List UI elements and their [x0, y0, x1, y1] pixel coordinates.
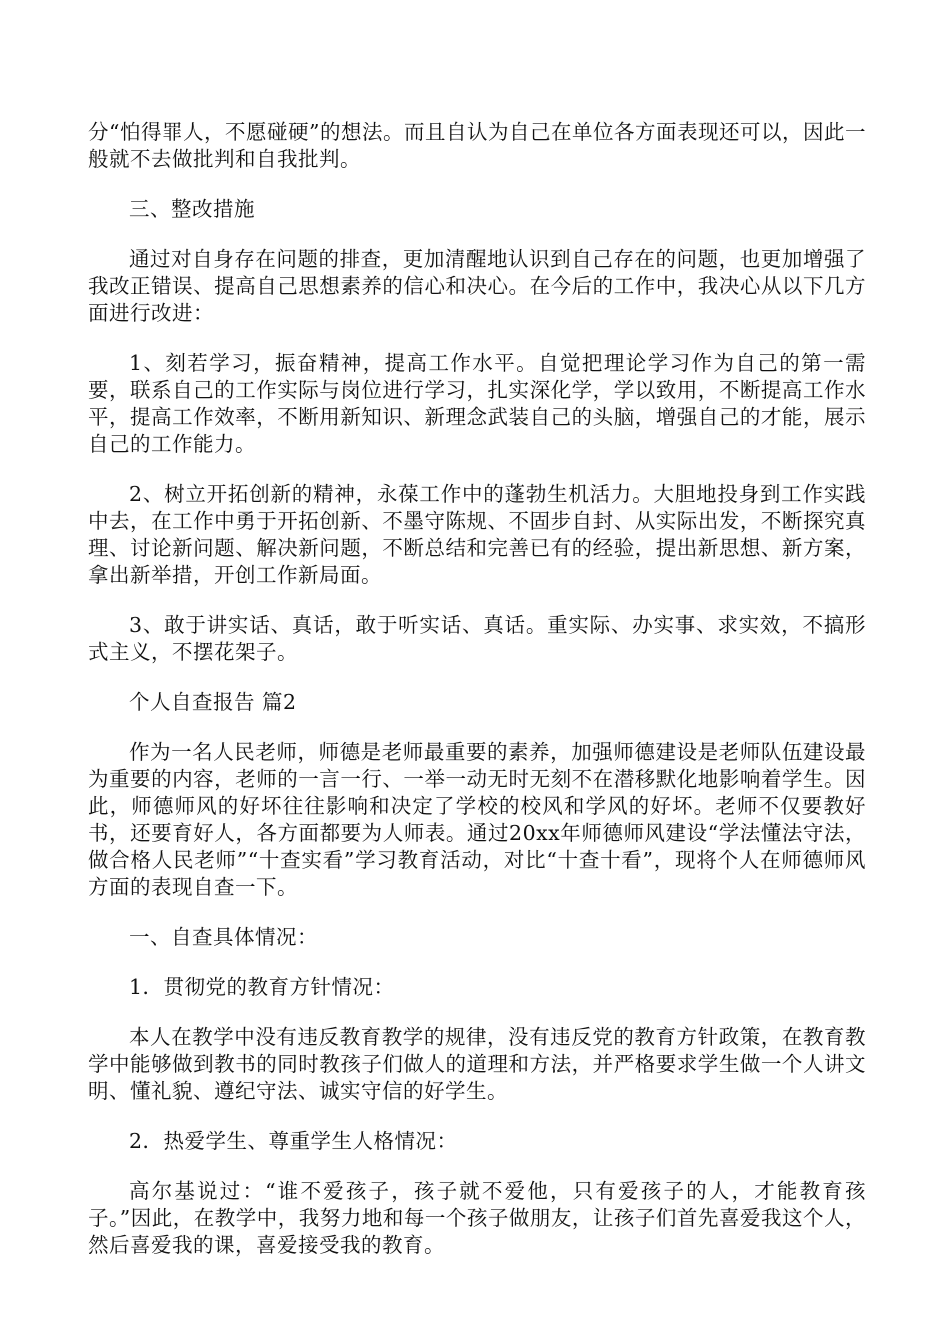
section-heading-rectification: 三、整改措施	[129, 197, 255, 221]
paragraph-measure-1: 1、刻若学习，振奋精神，提高工作水平。自觉把理论学习作为自己的第一需要，联系自己的工作实际与岗位进行学习，扎实深化学，学以致用，不断提高工作水平，提高工作效率，不断用新知识、新理念武装自己的头脑，增强自己的才能，展示自己的工作能力。	[88, 351, 866, 456]
subheading-respect-students: 2．热爱学生、尊重学生人格情况：	[129, 1129, 458, 1153]
section-heading-report-2: 个人自查报告 篇2	[129, 690, 297, 714]
paragraph-body: 作为一名人民老师，师德是老师最重要的素养，加强师德建设是老师队伍建设最为重要的内容，老师的一言一行、一举一动无时无刻不在潜移默化地影响着学生。因此，师德师风的好坏往往影响和决定了学校的校风和学风的好坏。老师不仅要教好书，还要育好人，各方面都要为人师表。通过20xx年师德师风建设“学法懂法守法，做合格人民老师”“十查实看”学习教育活动，对比“十查十看”，现将个人在师德师风方面的表现自查一下。	[88, 740, 866, 899]
section-heading-self-check: 一、自查具体情况：	[129, 925, 318, 949]
paragraph-body: 通过对自身存在问题的排查，更加清醒地认识到自己存在的问题，也更加增强了我改正错误、提高自己思想素养的信心和决心。在今后的工作中，我决心从以下几方面进行改进：	[88, 247, 866, 325]
paragraph-measure-3: 3、敢于讲实话、真话，敢于听实话、真话。重实际、办实事、求实效，不搞形式主义，不摆花架子。	[88, 613, 866, 664]
paragraph-continuation: 分“怕得罪人，不愿碰硬”的想法。而且自认为自己在单位各方面表现还可以，因此一般就不去做批判和自我批判。	[88, 120, 866, 171]
document-page	[88, 119, 866, 1282]
subheading-education-policy: 1．贯彻党的教育方针情况：	[129, 975, 395, 999]
paragraph-body: 本人在教学中没有违反教育教学的规律，没有违反党的教育方针政策，在教育教学中能够做到教书的同时教孩子们做人的道理和方法，并严格要求学生做一个人讲文明、懂礼貌、遵纪守法、诚实守信的好学生。	[88, 1025, 866, 1103]
paragraph-measure-2: 2、树立开拓创新的精神，永葆工作中的蓬勃生机活力。大胆地投身到工作实践中去，在工作中勇于开拓创新、不墨守陈规、不固步自封、从实际出发，不断探究真理、讨论新问题、解决新问题，不断总结和完善已有的经验，提出新思想、新方案，拿出新举措，开创工作新局面。	[88, 482, 866, 587]
paragraph-body: 高尔基说过：“谁不爱孩子，孩子就不爱他，只有爱孩子的人，才能教育孩子。”因此，在教学中，我努力地和每一个孩子做朋友，让孩子们首先喜爱我这个人，然后喜爱我的课，喜爱接受我的教育。	[88, 1179, 866, 1257]
